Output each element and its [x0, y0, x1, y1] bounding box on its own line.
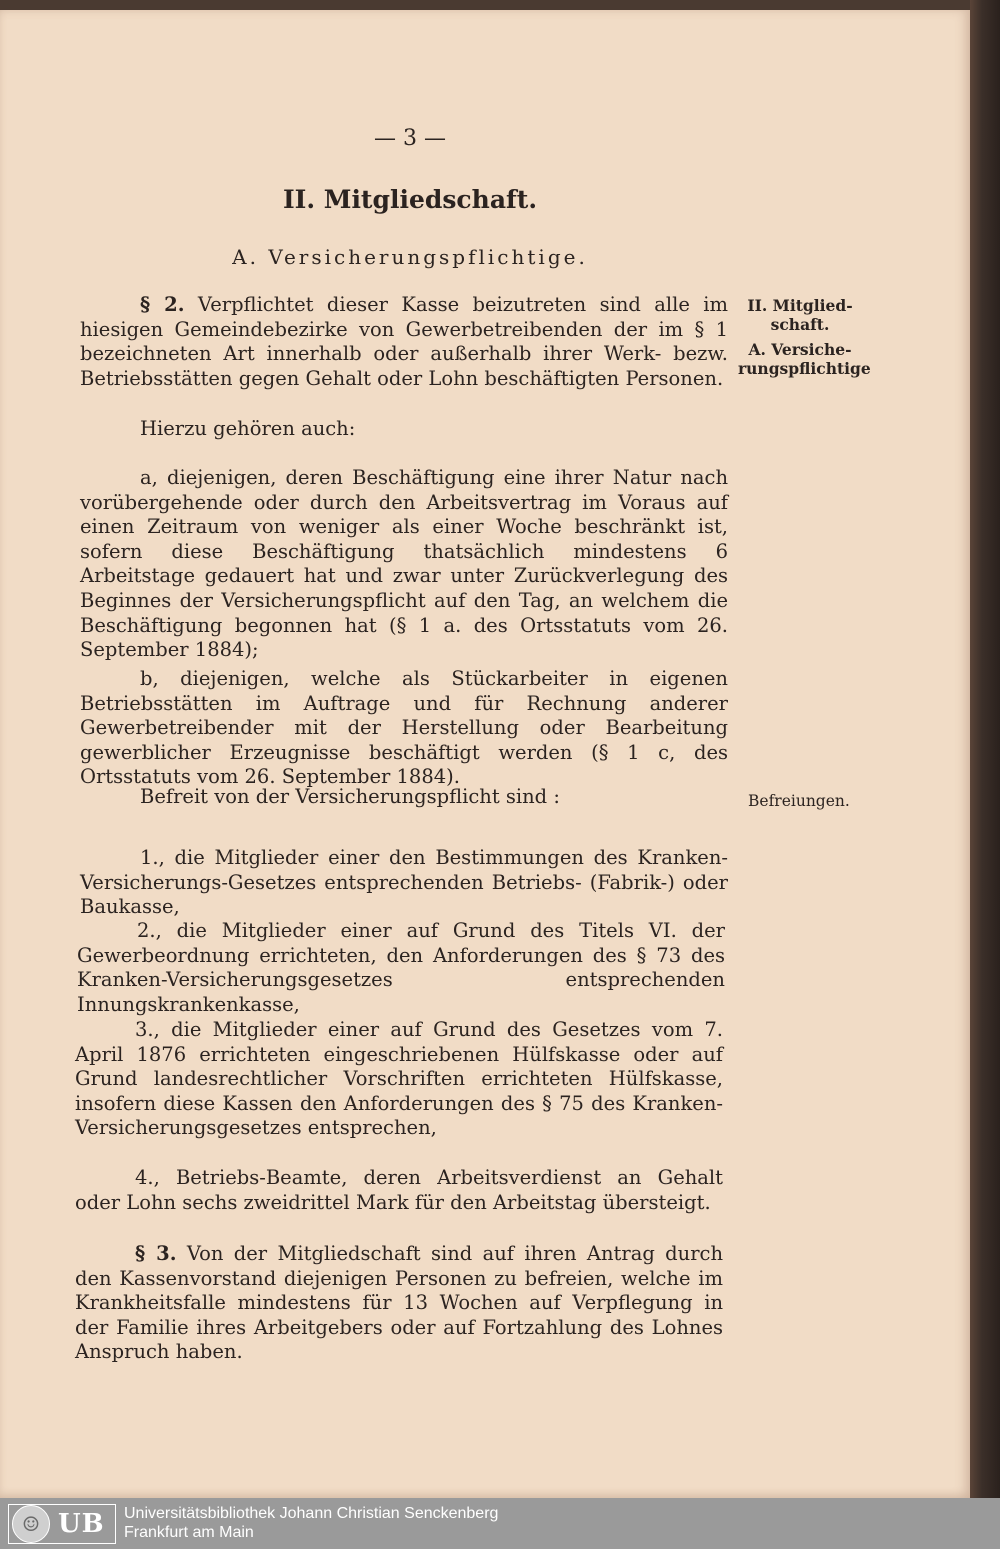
margin-note-line: II. Mitglied- [747, 296, 853, 315]
ub-logo-text: UB [58, 1509, 105, 1539]
library-name [124, 1504, 498, 1542]
page-number: — 3 — [374, 126, 446, 151]
section-heading: II. Mitgliedschaft. [282, 185, 538, 214]
margin-note-mitgliedschaft [738, 296, 871, 378]
paragraph-item-b: b, diejenigen, welche als Stückarbeiter in eigenen Betriebsstätten im Auftrage und für Rechnung anderer Gewerbetreibender mit der Herstellung oder Bearbeitung gewerblicher Erzeugnisse beschäftigt werden (§ 1 c, des Ortsstatuts vom 26. September 1884). [80, 667, 728, 789]
paragraph-text: Verpflichtet dieser Kasse beizutreten sind alle im hiesigen Gemeindebezirke von Gewerbetreibenden der im § 1 bezeichneten Art innerhalb oder außerhalb ihrer Werk- bezw. Betriebsstätten gegen Gehalt oder Lohn beschäftigten Personen. [80, 293, 729, 390]
scan-top-border [0, 0, 970, 10]
scan-right-edge [970, 0, 1000, 1500]
paragraph-befreit: Befreit von der Versicherungspflicht sind : [140, 785, 560, 808]
margin-note-line: rungspflichtige [738, 359, 871, 378]
margin-note-line: A. Versiche- [748, 340, 852, 359]
margin-note-befreiungen: Befreiungen. [748, 792, 850, 810]
paragraph-section-2 [80, 293, 728, 391]
document-page [0, 10, 970, 1498]
paragraph-item-1: 1., die Mitglieder einer den Bestimmungen des Kranken-Versicherungs-Gesetzes entsprechenden Betriebs- (Fabrik-) oder Baukasse, [80, 846, 728, 919]
paragraph-item-4: 4., Betriebs-Beamte, deren Arbeitsverdienst an Gehalt oder Lohn sechs zweidrittel Mark für den Arbeitstag übersteigt. [75, 1166, 723, 1214]
paragraph-item-3: 3., die Mitglieder einer auf Grund des Gesetzes vom 7. April 1876 errichteten eingeschriebenen Hülfskasse oder auf Grund landesrechtlicher Vorschriften errichteten Hülfskasse, insofern diese Kassen den Anforderungen des § 75 des Kranken-Versicherungsgesetzes entsprechen, [75, 1018, 723, 1140]
library-name-line: Universitätsbibliothek Johann Christian Senckenberg [124, 1505, 499, 1522]
section-number: § 2. [140, 293, 185, 316]
paragraph-section-3 [75, 1242, 723, 1365]
section-subheading: A. Versicherungspflichtige. [232, 245, 588, 269]
library-footer [0, 1498, 1000, 1549]
paragraph-item-a: a, diejenigen, deren Beschäftigung eine ihrer Natur nach vorübergehende oder durch den Arbeitsvertrag im Voraus auf einen Zeitraum von weniger als einer Woche beschränkt ist, sofern diese Beschäftigung thatsächlich mindestens 6 Arbeitstage gedauert hat und zwar unter Zurückverlegung des Beginnes der Versicherungspflicht auf den Tag, an welchem die Beschäftigung begonnen hat (§ 1 a. des Ortsstatuts vom 26. September 1884); [80, 466, 728, 662]
portrait-seal-icon: ☺ [12, 1505, 50, 1543]
section-number: § 3. [135, 1242, 177, 1265]
paragraph-hierzu: Hierzu gehören auch: [140, 417, 356, 440]
library-logo [8, 1504, 116, 1544]
margin-note-line: schaft. [770, 315, 830, 334]
paragraph-text: Von der Mitgliedschaft sind auf ihren Antrag durch den Kassenvorstand diejenigen Personen zu befreien, welche im Krankheitsfalle mindestens für 13 Wochen auf Verpflegung in der Familie ihres Arbeitgebers oder auf Fortzahlung des Lohnes Anspruch haben. [75, 1242, 724, 1364]
library-location-line: Frankfurt am Main [124, 1524, 254, 1541]
paragraph-item-2: 2., die Mitglieder einer auf Grund des Titels VI. der Gewerbeordnung errichteten, den Anforderungen des § 73 des Kranken-Versicherungsgesetzes entsprechenden Innungskrankenkasse, [77, 919, 725, 1016]
